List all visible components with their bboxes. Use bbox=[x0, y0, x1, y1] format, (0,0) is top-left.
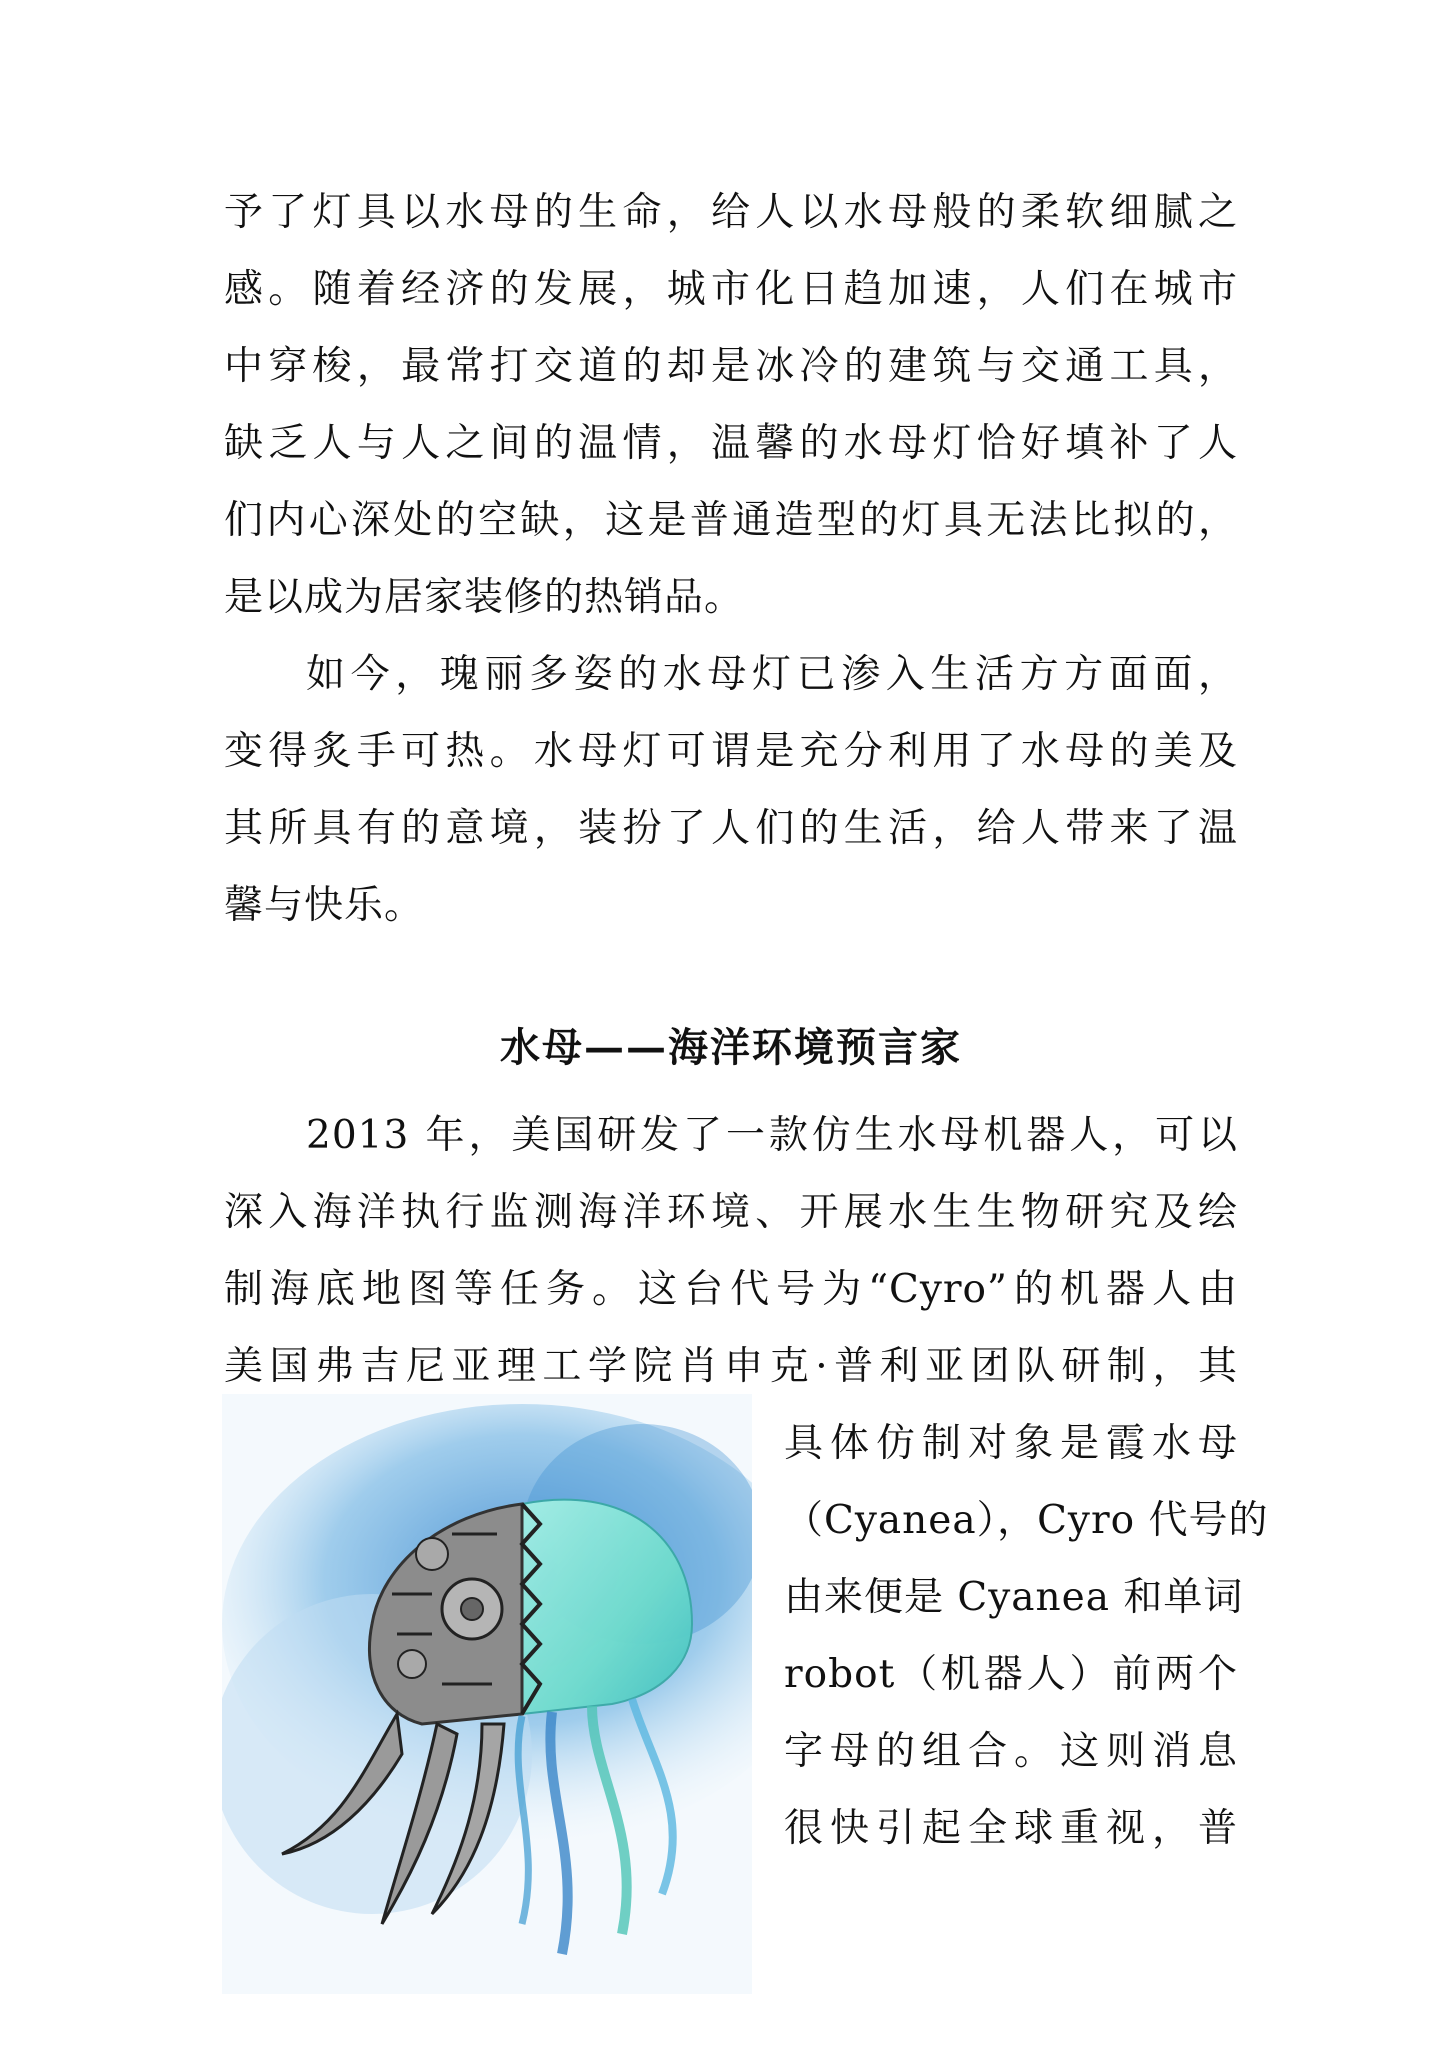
text-line: 字母的组合。这则消息 bbox=[784, 1729, 1238, 1774]
text-line: 馨与快乐。 bbox=[224, 883, 425, 928]
text-line: 具体仿制对象是霞水母 bbox=[784, 1421, 1238, 1466]
text-line: 深入海洋执行监测海洋环境、开展水生生物研究及绘 bbox=[224, 1190, 1238, 1235]
text-line: 中穿梭，最常打交道的却是冰冷的建筑与交通工具， bbox=[224, 344, 1238, 389]
text-line: 2013 年，美国研发了一款仿生水母机器人，可以 bbox=[306, 1113, 1238, 1158]
text-line: 如今，瑰丽多姿的水母灯已渗入生活方方面面， bbox=[306, 652, 1238, 697]
text-line: 缺乏人与人之间的温情，温馨的水母灯恰好填补了人 bbox=[224, 421, 1238, 466]
text-line: 很快引起全球重视，普 bbox=[784, 1806, 1238, 1851]
text-line: 予了灯具以水母的生命，给人以水母般的柔软细腻之 bbox=[224, 190, 1238, 235]
text-line: 其所具有的意境，装扮了人们的生活，给人带来了温 bbox=[224, 806, 1238, 851]
section-heading: 水母——海洋环境预言家 bbox=[500, 1024, 962, 1071]
text-line: 变得炙手可热。水母灯可谓是充分利用了水母的美及 bbox=[224, 729, 1238, 774]
text-line: 们内心深处的空缺，这是普通造型的灯具无法比拟的， bbox=[224, 498, 1238, 543]
text-line: 制海底地图等任务。这台代号为“Cyro”的机器人由 bbox=[224, 1267, 1238, 1312]
text-line: 是以成为居家装修的热销品。 bbox=[224, 575, 745, 620]
text-line: robot（机器人）前两个 bbox=[784, 1652, 1238, 1697]
text-line: 美国弗吉尼亚理工学院肖申克·普利亚团队研制，其 bbox=[224, 1344, 1238, 1389]
text-line: 感。随着经济的发展，城市化日趋加速，人们在城市 bbox=[224, 267, 1238, 312]
jellyfish-robot-illustration-icon bbox=[222, 1394, 752, 1994]
text-line: （Cyanea），Cyro 代号的 bbox=[784, 1498, 1269, 1543]
text-line: 由来便是 Cyanea 和单词 bbox=[784, 1575, 1244, 1620]
